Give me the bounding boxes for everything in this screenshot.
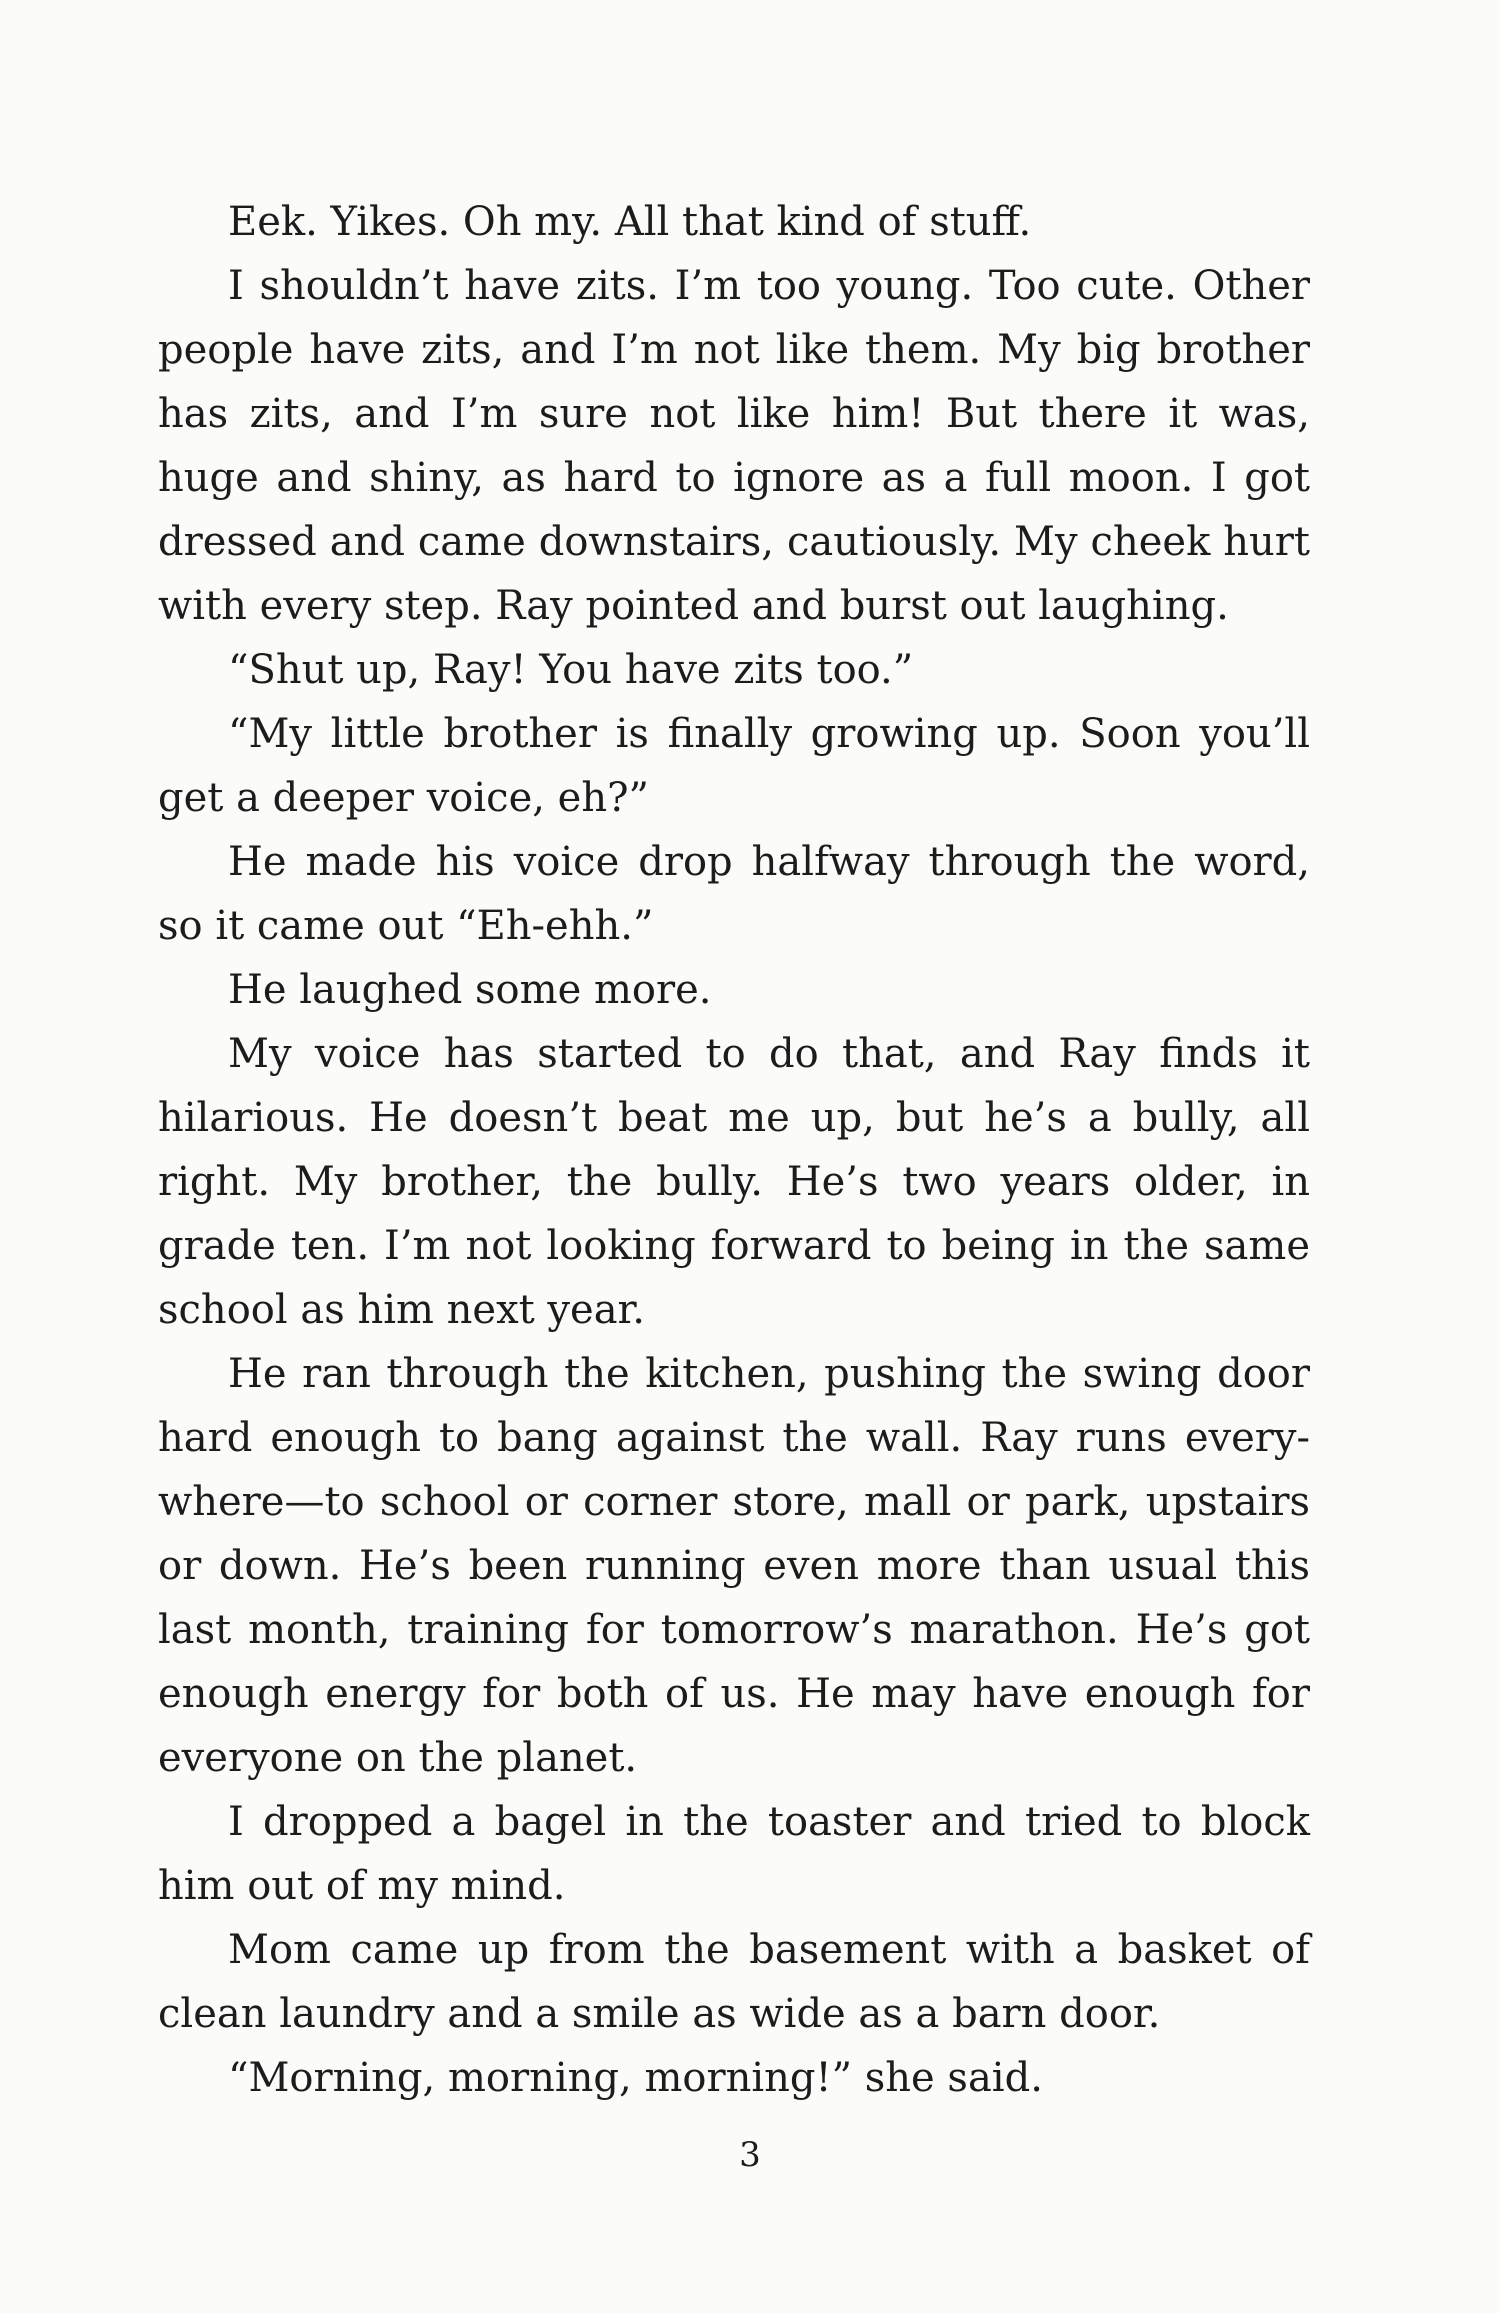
paragraph-9: I dropped a bagel in the toaster and tried to block him out of my mind. (158, 1799, 1310, 1909)
paragraph-4: “My little brother is finally growing up. Soon you’ll get a deeper voice, eh?” (158, 711, 1310, 821)
paragraph-8: He ran through the kitchen, pushing the swing door hard enough to bang against the wall. Ray runs every-where—to school or corner store, mall or park, upstairs or down. He’s been running even more than usual this last month, training for tomorrow’s marathon. He’s got enough energy for both of us. He may have enough for everyone on the planet. (158, 1351, 1310, 1781)
paragraph-1: Eek. Yikes. Oh my. All that kind of stuff. (228, 199, 1032, 245)
paragraph-10: Mom came up from the basement with a basket of clean laundry and a smile as wide as a barn door. (158, 1927, 1310, 2037)
page-number: 3 (739, 2135, 761, 2175)
paragraph-3: “Shut up, Ray! You have zits too.” (228, 647, 914, 693)
body-text (158, 190, 1310, 2110)
paragraph-5: He made his voice drop halfway through the word, so it came out “Eh-ehh.” (158, 839, 1310, 949)
paragraph-7: My voice has started to do that, and Ray finds it hilarious. He doesn’t beat me up, but he’s a bully, all right. My brother, the bully. He’s two years older, in grade ten. I’m not looking forward to being in the same school as him next year. (158, 1031, 1310, 1333)
paragraph-2: I shouldn’t have zits. I’m too young. Too cute. Other people have zits, and I’m not like them. My big brother has zits, and I’m sure not like him! But there it was, huge and shiny, as hard to ignore as a full moon. I got dressed and came downstairs, cautiously. My cheek hurt with every step. Ray pointed and burst out laughing. (158, 263, 1310, 629)
paragraph-11: “Morning, morning, morning!” she said. (228, 2055, 1043, 2101)
paragraph-6: He laughed some more. (228, 967, 712, 1013)
